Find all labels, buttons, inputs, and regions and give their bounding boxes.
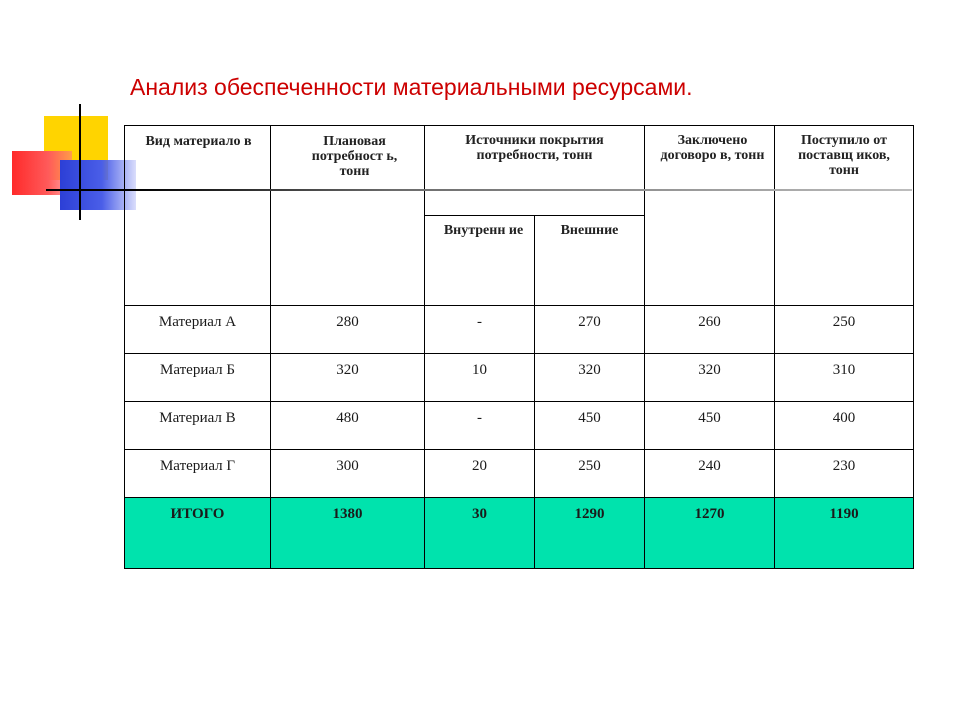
header-row <box>125 126 914 216</box>
header-material: Вид материало в <box>125 126 271 306</box>
cell-internal: 10 <box>425 354 535 402</box>
table-row <box>125 450 914 498</box>
cell-external: 250 <box>535 450 645 498</box>
total-row <box>125 498 914 569</box>
decor-horizontal-line <box>46 189 912 191</box>
cell-internal: - <box>425 306 535 354</box>
cell-received: 230 <box>775 450 914 498</box>
cell-material: Материал Б <box>125 354 271 402</box>
total-internal: 30 <box>425 498 535 569</box>
total-contracted: 1270 <box>645 498 775 569</box>
cell-planned: 320 <box>271 354 425 402</box>
slide-title: Анализ обеспеченности материальными ресурсами. <box>130 74 693 100</box>
cell-planned: 300 <box>271 450 425 498</box>
total-material: ИТОГО <box>125 498 271 569</box>
cell-contracted: 320 <box>645 354 775 402</box>
total-planned: 1380 <box>271 498 425 569</box>
cell-external: 270 <box>535 306 645 354</box>
cell-material: Материал Г <box>125 450 271 498</box>
header-received: Поступило от поставщ иков, тонн <box>775 126 914 306</box>
cell-received: 400 <box>775 402 914 450</box>
cell-planned: 480 <box>271 402 425 450</box>
cell-planned: 280 <box>271 306 425 354</box>
table-row <box>125 354 914 402</box>
decor-vertical-line <box>79 104 81 220</box>
cell-contracted: 450 <box>645 402 775 450</box>
header-sources: Источники покрытия потребности, тонн <box>425 126 645 216</box>
header-planned: Плановая потребност ь, тонн <box>271 126 425 306</box>
cell-received: 250 <box>775 306 914 354</box>
cell-internal: - <box>425 402 535 450</box>
header-contracted: Заключено договоро в, тонн <box>645 126 775 306</box>
cell-internal: 20 <box>425 450 535 498</box>
cell-contracted: 240 <box>645 450 775 498</box>
cell-contracted: 260 <box>645 306 775 354</box>
cell-external: 320 <box>535 354 645 402</box>
cell-material: Материал А <box>125 306 271 354</box>
total-received: 1190 <box>775 498 914 569</box>
table-row <box>125 402 914 450</box>
cell-received: 310 <box>775 354 914 402</box>
total-external: 1290 <box>535 498 645 569</box>
table-row <box>125 306 914 354</box>
resources-table <box>124 125 914 569</box>
cell-material: Материал В <box>125 402 271 450</box>
header-internal: Внутренн ие <box>425 216 535 306</box>
cell-external: 450 <box>535 402 645 450</box>
header-external: Внешние <box>535 216 645 306</box>
